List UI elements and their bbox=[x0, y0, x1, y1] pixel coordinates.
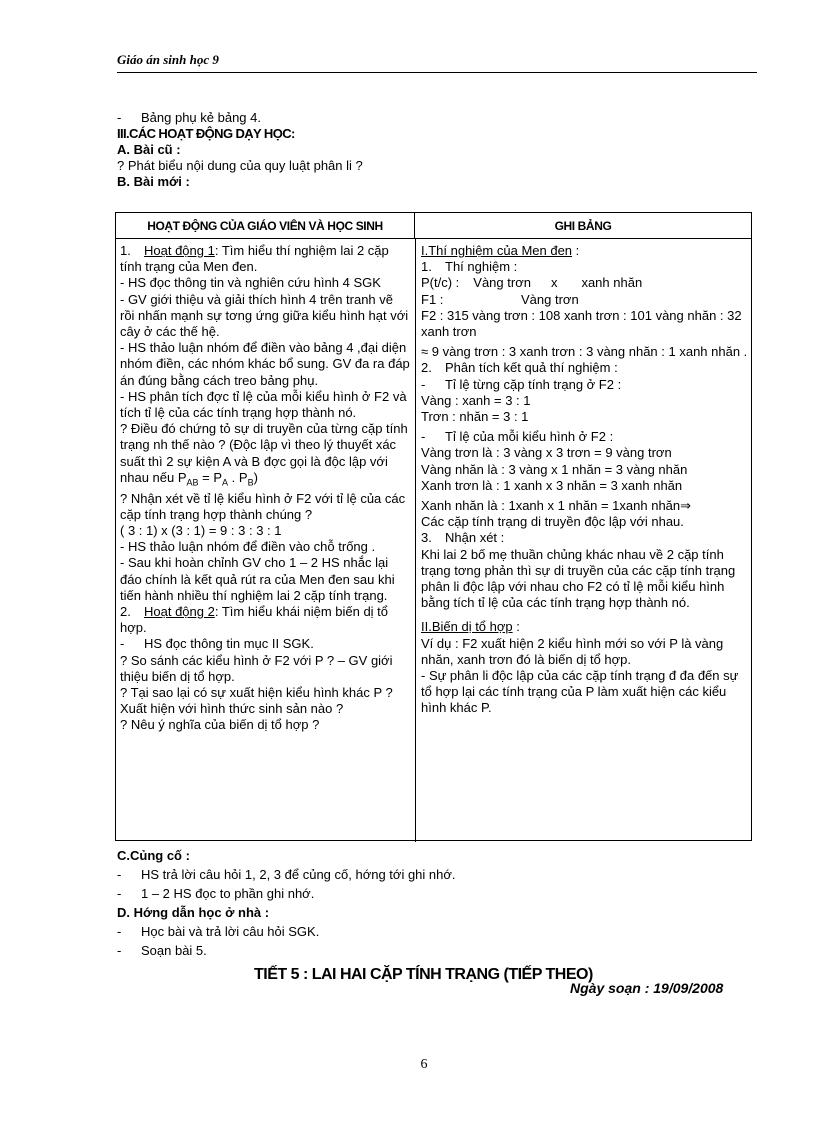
column-divider bbox=[415, 239, 416, 842]
materials-line: - Bảng phụ kẻ bảng 4. bbox=[117, 110, 261, 125]
note-line: - Tỉ lệ của mỗi kiểu hình ở F2 : bbox=[421, 429, 614, 445]
old-lesson-question: ? Phát biểu nội dung của quy luật phân li ? bbox=[117, 158, 363, 173]
note-line: Xanh trơn là : 1 xanh x 3 nhăn = 3 xanh nhăn bbox=[421, 477, 683, 493]
note-cross-p: P(t/c) : Vàng trơn x xanh nhăn bbox=[421, 275, 643, 291]
implies-arrow-icon: ⇒ bbox=[680, 498, 692, 514]
note-line: Các cặp tính trạng di truyền độc lập với nhau. bbox=[421, 514, 684, 530]
heading-consolidation: C.Củng cố : bbox=[117, 848, 190, 863]
note-f1: F1 : Vàng trơn bbox=[421, 291, 579, 307]
note-line: 1. Thí nghiệm : bbox=[421, 259, 518, 275]
activity-line: ? Nêu ý nghĩa của biến dị tổ hợp ? bbox=[120, 717, 320, 733]
activity-line: ( 3 : 1) x (3 : 1) = 9 : 3 : 3 : 1 bbox=[120, 523, 282, 539]
activity-line: ? Điều đó chứng tỏ sự di truyền của từng cặp tính trạng nh thế nào ? (Độc lập vì theo lý thuyết xác suất thì 2 sự kiện A và B đợc gọi là độc lập với nhau nếu $P_{AB} = P_A$ . $P_B$) bbox=[120, 421, 408, 488]
activity-line: ? Tại sao lại có sự xuất hiện kiểu hình khác P ? Xuất hiện với hình thức sinh sản nào ? bbox=[120, 685, 393, 717]
note-line: Trơn : nhăn = 3 : 1 bbox=[421, 409, 529, 425]
preparation-date: Ngày soạn : 19/09/2008 bbox=[570, 980, 724, 996]
activity-line: ? So sánh các kiểu hình ở F2 với P ? – GV giới thiệu biến dị tổ hợp. bbox=[120, 652, 393, 684]
heading-new-lesson: B. Bài mới : bbox=[117, 174, 190, 189]
consolidation-item: - 1 – 2 HS đọc to phần ghi nhớ. bbox=[117, 886, 315, 901]
header-activities: HOẠT ĐỘNG CỦA GIÁO VIÊN VÀ HỌC SINH bbox=[116, 213, 415, 239]
heading-old-lesson: A. Bài cũ : bbox=[117, 142, 181, 157]
intro-section bbox=[117, 110, 757, 190]
note-line: Vàng : xanh = 3 : 1 bbox=[421, 392, 531, 408]
page-header: Giáo án sinh học 9 bbox=[117, 52, 757, 73]
activity-line: - HS đọc thông tin và nghiên cứu hình 4 SGK bbox=[120, 275, 381, 291]
activity-line: - HS đọc thông tin mục II SGK. bbox=[120, 636, 314, 652]
note-line: Xanh nhăn là : 1xanh x 1 nhăn = 1xanh nhăn⇒ bbox=[421, 498, 692, 514]
page-number: 6 bbox=[420, 1057, 428, 1072]
note-heading-experiment: I.Thí nghiệm của Men đen : bbox=[421, 243, 580, 258]
homework-item: - Soạn bài 5. bbox=[117, 943, 207, 958]
note-line: 3. Nhận xét : bbox=[421, 530, 505, 546]
note-heading-variation: II.Biến dị tổ hợp : bbox=[421, 619, 520, 635]
next-lesson-title: TIẾT 5 : LAI HAI CẶP TÍNH TRẠNG (TIẾP THEO) bbox=[254, 966, 593, 983]
closing-section bbox=[117, 846, 757, 960]
activity-line: - HS thảo luận nhóm để điền vào bảng 4 ,đại diện nhóm điền, các nhóm khác bổ sung. GV đa ra đáp án đúng bằng cách treo bảng phụ. bbox=[120, 340, 410, 388]
homework-item: - Học bài và trả lời câu hỏi SGK. bbox=[117, 924, 320, 939]
section-heading-activities: III.CÁC HOẠT ĐỘNG DẠY HỌC: bbox=[117, 126, 295, 141]
activity-1-title: 1. Hoạt động 1: Tìm hiểu thí nghiệm lai 2 cặp tính trạng của Men đen. bbox=[120, 243, 389, 275]
activity-line: - Sau khi hoàn chỉnh GV cho 1 – 2 HS nhắc lại đáo chính là kết quả rút ra của Men đen sau khi tiến hành nhiều thí nghiệm lai 2 cặp tính trạng. bbox=[120, 555, 395, 603]
note-line: - Tỉ lệ từng cặp tính trạng ở F2 : bbox=[421, 376, 622, 392]
heading-homework: D. Hớng dẫn học ở nhà : bbox=[117, 905, 270, 920]
note-line: - Sự phân li độc lập của các cặp tính trạng đ đa đến sự tổ hợp lại các tính trạng của P làm xuất hiện các kiểu hình khác P. bbox=[421, 668, 739, 716]
activity-line: - GV giới thiệu và giải thích hình 4 trên tranh vẽ rồi nhấn mạnh sự tơng ứng giữa kiểu hình hạt với cây ở các thế hệ. bbox=[120, 291, 409, 340]
header-board-notes: GHI BẢNG bbox=[415, 213, 751, 239]
activity-2-title: 2. Hoạt động 2: Tìm hiểu khái niệm biến dị tổ hợp. bbox=[120, 604, 389, 636]
activity-line: - HS thảo luận nhóm để điền vào chỗ trống . bbox=[120, 539, 376, 555]
note-line: F2 : 315 vàng trơn : 108 xanh trơn : 101 vàng nhăn : 32 xanh trơn bbox=[421, 307, 742, 340]
note-line: ≈ 9 vàng trơn : 3 xanh trơn : 3 vàng nhăn : 1 xanh nhăn . bbox=[421, 344, 748, 360]
note-line: Khi lai 2 bố mẹ thuần chủng khác nhau về 2 cặp tính trạng tơng phản thì sự di truyền của các cặp tính trạng phân li độc lập với nhau cho F2 có tỉ lệ mỗi kiểu hình bằng tích tỉ lệ của các tính trạng hợp thành nó. bbox=[421, 546, 736, 611]
activity-line: ? Nhận xét về tỉ lệ kiểu hình ở F2 với tỉ lệ của các cặp tính trạng hợp thành chúng ? bbox=[120, 490, 406, 522]
activity-line: - HS phân tích đợc tỉ lệ của mỗi kiểu hình ở F2 và tích tỉ lệ của các tính trạng hợp thành nó. bbox=[120, 388, 407, 421]
activities-column bbox=[120, 243, 411, 734]
lesson-table bbox=[115, 212, 752, 841]
board-notes-column bbox=[421, 243, 749, 717]
note-line: Vàng nhăn là : 3 vàng x 1 nhăn = 3 vàng nhăn bbox=[421, 461, 688, 477]
note-line: Ví dụ : F2 xuất hiện 2 kiểu hình mới so với P là vàng nhăn, xanh trơn đó là biến dị tổ hợp. bbox=[421, 635, 724, 667]
note-line: 2. Phân tích kết quả thí nghiệm : bbox=[421, 360, 618, 376]
note-line: Vàng trơn là : 3 vàng x 3 trơn = 9 vàng trơn bbox=[421, 445, 672, 461]
consolidation-item: - HS trả lời câu hỏi 1, 2, 3 để củng cố, hớng tới ghi nhớ. bbox=[117, 867, 456, 882]
